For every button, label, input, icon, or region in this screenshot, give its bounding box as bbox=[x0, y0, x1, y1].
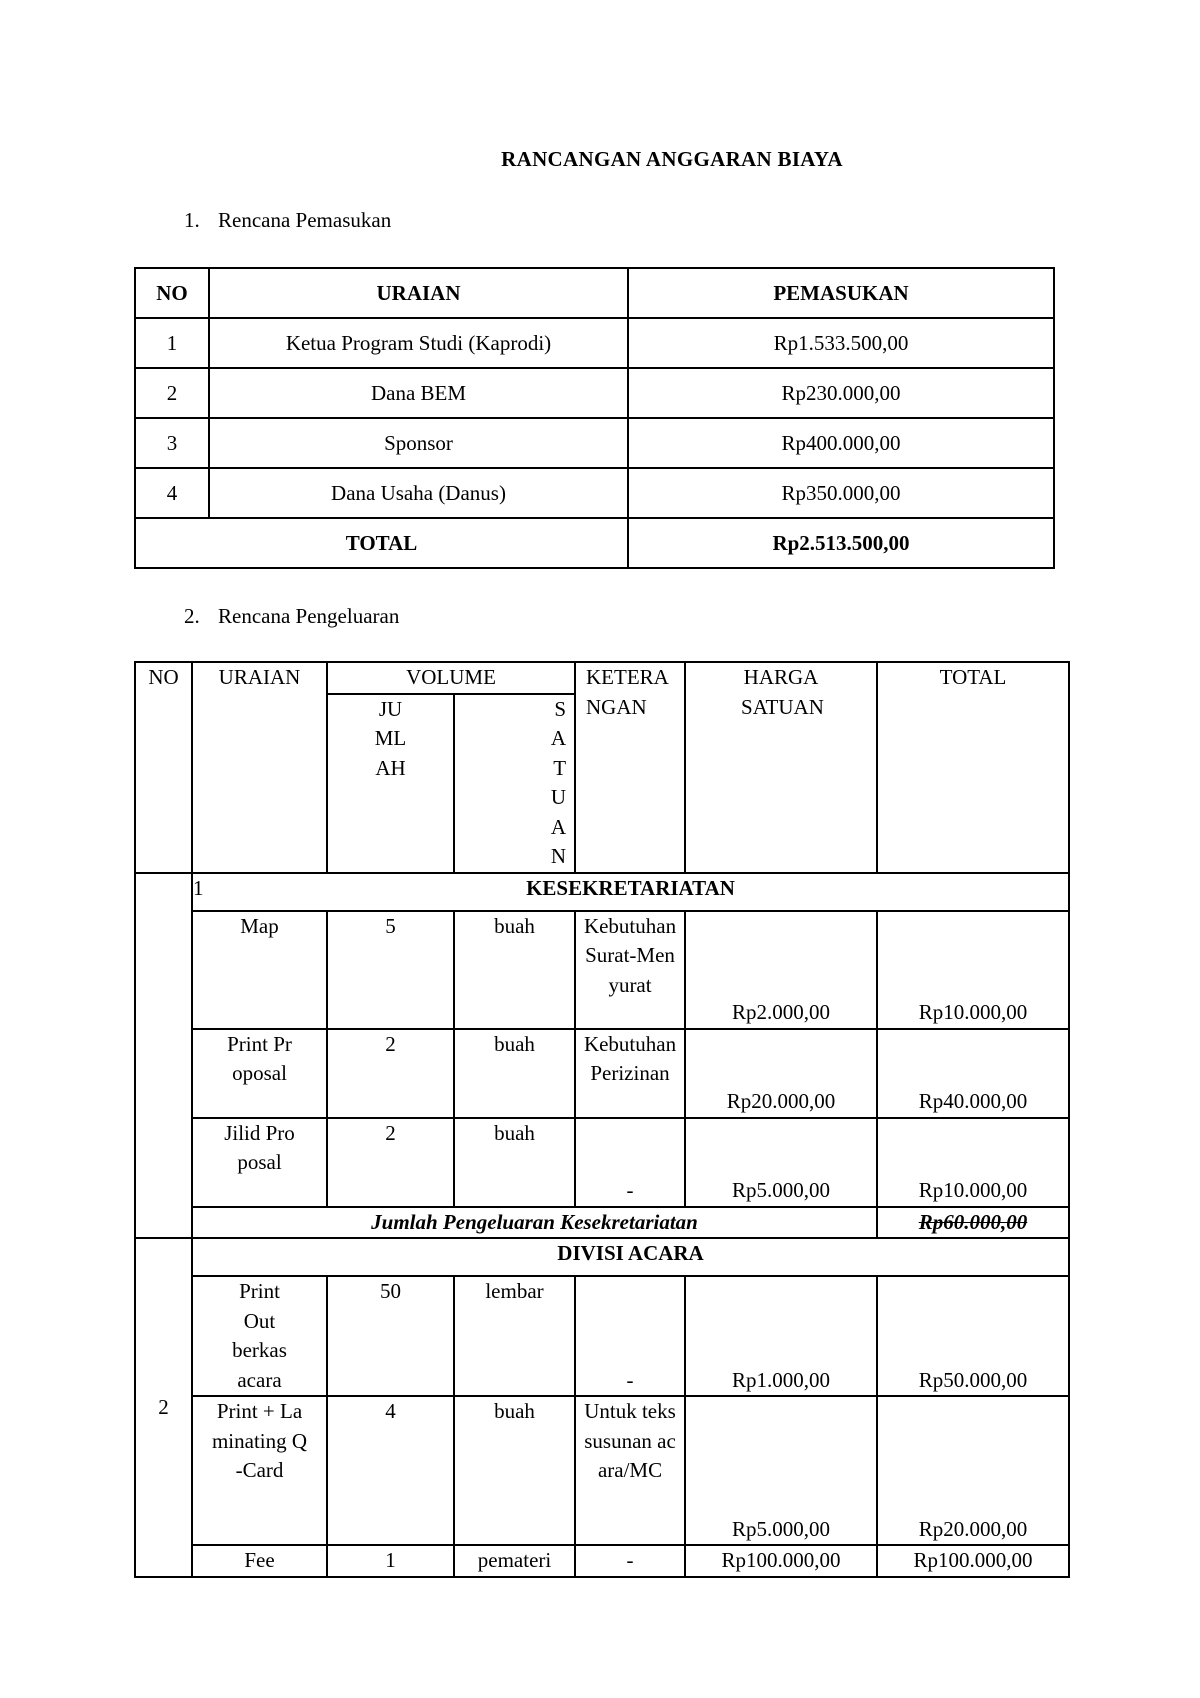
expense-header-total: TOTAL bbox=[877, 662, 1069, 873]
item-harga: Rp20.000,00 bbox=[685, 1029, 877, 1118]
expense-header-jumlah-text: JUMLAH bbox=[374, 696, 407, 780]
section2-heading-text: Rencana Pengeluaran bbox=[218, 604, 400, 628]
income-uraian: Sponsor bbox=[209, 418, 628, 468]
expense-header-satuan bbox=[454, 694, 575, 873]
item-keterangan: - bbox=[575, 1545, 685, 1577]
item-total: Rp10.000,00 bbox=[877, 911, 1069, 1029]
item-uraian: Jilid Proposal bbox=[192, 1118, 327, 1207]
expense-header-uraian: URAIAN bbox=[192, 662, 327, 873]
item-satuan: buah bbox=[454, 1396, 575, 1545]
item-harga: Rp2.000,00 bbox=[685, 911, 877, 1029]
expense-table bbox=[134, 661, 1070, 1578]
item-jumlah: 5 bbox=[327, 911, 454, 1029]
income-header-no: NO bbox=[135, 268, 209, 318]
item-harga: Rp5.000,00 bbox=[685, 1396, 877, 1545]
income-amount: Rp350.000,00 bbox=[628, 468, 1054, 518]
income-header-pemasukan: PEMASUKAN bbox=[628, 268, 1054, 318]
section1-number: 1. bbox=[184, 208, 200, 232]
item-keterangan: - bbox=[575, 1276, 685, 1396]
income-header-uraian: URAIAN bbox=[209, 268, 628, 318]
item-jumlah: 1 bbox=[327, 1545, 454, 1577]
income-total-row bbox=[135, 518, 1054, 568]
item-satuan: buah bbox=[454, 1029, 575, 1118]
group-header-row bbox=[135, 873, 1069, 911]
expense-header-no: NO bbox=[135, 662, 192, 873]
item-keterangan: - bbox=[575, 1118, 685, 1207]
expense-header-row bbox=[135, 662, 1069, 694]
item-jumlah: 2 bbox=[327, 1029, 454, 1118]
income-total-label: TOTAL bbox=[135, 518, 628, 568]
subtotal-value: Rp60.000,00 bbox=[877, 1207, 1069, 1239]
expense-item-row bbox=[135, 1029, 1069, 1118]
section1-heading bbox=[184, 208, 391, 233]
item-harga: Rp100.000,00 bbox=[685, 1545, 877, 1577]
expense-item-row bbox=[135, 1545, 1069, 1577]
group-title: KESEKRETARIATAN bbox=[526, 875, 735, 900]
item-keterangan: Untuk teks susunan acara/MC bbox=[575, 1396, 685, 1545]
expense-item-row bbox=[135, 911, 1069, 1029]
income-uraian: Dana Usaha (Danus) bbox=[209, 468, 628, 518]
item-harga: Rp1.000,00 bbox=[685, 1276, 877, 1396]
group-number: 1 bbox=[193, 875, 204, 900]
item-total: Rp50.000,00 bbox=[877, 1276, 1069, 1396]
item-satuan: buah bbox=[454, 1118, 575, 1207]
expense-item-row bbox=[135, 1118, 1069, 1207]
income-uraian: Ketua Program Studi (Kaprodi) bbox=[209, 318, 628, 368]
group-title: DIVISI ACARA bbox=[192, 1238, 1069, 1276]
income-uraian: Dana BEM bbox=[209, 368, 628, 418]
income-row bbox=[135, 468, 1054, 518]
item-harga: Rp5.000,00 bbox=[685, 1118, 877, 1207]
income-row bbox=[135, 418, 1054, 468]
income-header-row bbox=[135, 268, 1054, 318]
item-total: Rp20.000,00 bbox=[877, 1396, 1069, 1545]
item-jumlah: 4 bbox=[327, 1396, 454, 1545]
income-no: 3 bbox=[135, 418, 209, 468]
expense-header-keterangan-text: KETERANGAN bbox=[586, 665, 669, 719]
item-jumlah: 2 bbox=[327, 1118, 454, 1207]
item-total: Rp10.000,00 bbox=[877, 1118, 1069, 1207]
subtotal-label: Jumlah Pengeluaran Kesekretariatan bbox=[192, 1207, 877, 1239]
income-no: 4 bbox=[135, 468, 209, 518]
income-amount: Rp400.000,00 bbox=[628, 418, 1054, 468]
page-title: RANCANGAN ANGGARAN BIAYA bbox=[501, 147, 843, 171]
income-row bbox=[135, 318, 1054, 368]
group-header-row bbox=[135, 1238, 1069, 1276]
expense-item-row bbox=[135, 1276, 1069, 1396]
expense-item-row bbox=[135, 1396, 1069, 1545]
item-uraian: Print + Laminating Q-Card bbox=[192, 1396, 327, 1545]
section2-number: 2. bbox=[184, 604, 200, 628]
expense-header-jumlah bbox=[327, 694, 454, 873]
item-jumlah: 50 bbox=[327, 1276, 454, 1396]
expense-header-satuan-text: SATUAN bbox=[550, 696, 567, 868]
income-table bbox=[134, 267, 1055, 569]
item-satuan: buah bbox=[454, 911, 575, 1029]
expense-header-harga-text: HARGA SATUAN bbox=[741, 665, 824, 719]
group-title-cell bbox=[192, 873, 1069, 911]
section2-heading bbox=[184, 604, 399, 629]
expense-header-harga bbox=[685, 662, 877, 873]
item-satuan: lembar bbox=[454, 1276, 575, 1396]
group-no-cell bbox=[135, 873, 192, 1239]
income-row bbox=[135, 368, 1054, 418]
group-no-cell: 2 bbox=[135, 1238, 192, 1577]
item-keterangan: Kebutuhan Perizinan bbox=[575, 1029, 685, 1118]
income-amount: Rp230.000,00 bbox=[628, 368, 1054, 418]
income-no: 1 bbox=[135, 318, 209, 368]
subtotal-row bbox=[135, 1207, 1069, 1239]
section1-heading-text: Rencana Pemasukan bbox=[218, 208, 392, 232]
item-satuan: pemateri bbox=[454, 1545, 575, 1577]
expense-header-keterangan bbox=[575, 662, 685, 873]
item-uraian: Map bbox=[192, 911, 327, 1029]
item-uraian: Print Proposal bbox=[192, 1029, 327, 1118]
expense-header-volume: VOLUME bbox=[327, 662, 575, 694]
item-keterangan: Kebutuhan Surat-Menyurat bbox=[575, 911, 685, 1029]
item-uraian: Print Out berkas acara bbox=[192, 1276, 327, 1396]
item-total: Rp40.000,00 bbox=[877, 1029, 1069, 1118]
item-total: Rp100.000,00 bbox=[877, 1545, 1069, 1577]
income-total-value: Rp2.513.500,00 bbox=[628, 518, 1054, 568]
income-no: 2 bbox=[135, 368, 209, 418]
item-uraian: Fee bbox=[192, 1545, 327, 1577]
income-amount: Rp1.533.500,00 bbox=[628, 318, 1054, 368]
